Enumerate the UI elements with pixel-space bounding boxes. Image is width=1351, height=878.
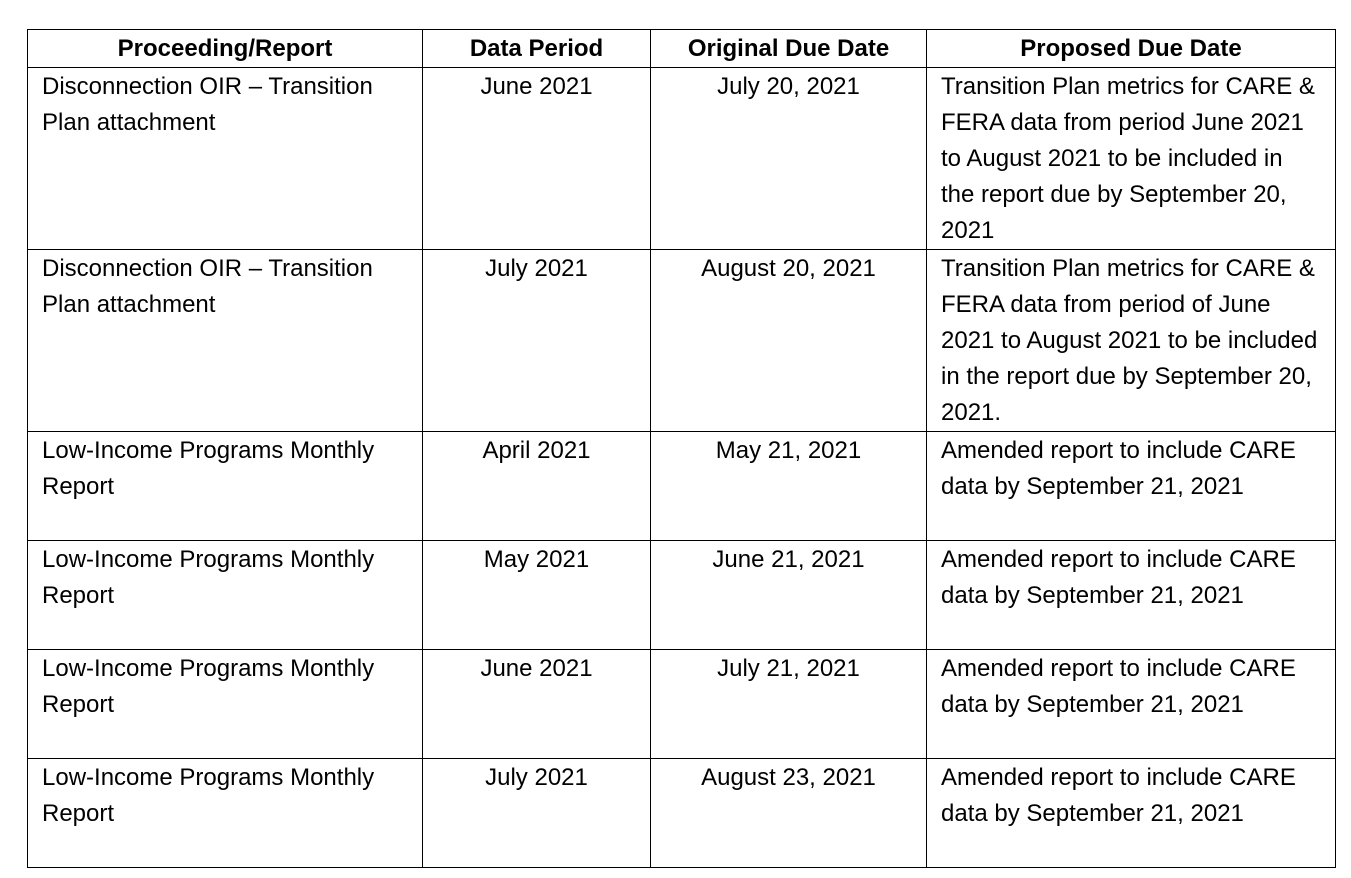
header-proceeding-report: Proceeding/Report	[28, 30, 423, 68]
cell-original-due-date: June 21, 2021	[651, 541, 927, 650]
cell-proceeding: Low-Income Programs Monthly Report	[28, 650, 423, 759]
header-data-period: Data Period	[423, 30, 651, 68]
table-row	[28, 759, 1336, 868]
cell-data-period: June 2021	[423, 650, 651, 759]
cell-proposed-due-date: Transition Plan metrics for CARE & FERA data from period June 2021 to August 2021 to be included in the report due by September 20, 2021	[927, 68, 1336, 250]
cell-proposed-due-date: Amended report to include CARE data by September 21, 2021	[927, 650, 1336, 759]
cell-data-period: July 2021	[423, 759, 651, 868]
cell-original-due-date: May 21, 2021	[651, 432, 927, 541]
table-header-row	[28, 30, 1336, 68]
header-proposed-due-date: Proposed Due Date	[927, 30, 1336, 68]
table-row	[28, 432, 1336, 541]
table-row	[28, 650, 1336, 759]
header-original-due-date: Original Due Date	[651, 30, 927, 68]
cell-proceeding: Disconnection OIR – Transition Plan attachment	[28, 68, 423, 250]
cell-proceeding: Low-Income Programs Monthly Report	[28, 541, 423, 650]
table-row	[28, 68, 1336, 250]
cell-data-period: April 2021	[423, 432, 651, 541]
table-row	[28, 250, 1336, 432]
cell-proceeding: Disconnection OIR – Transition Plan attachment	[28, 250, 423, 432]
cell-data-period: June 2021	[423, 68, 651, 250]
cell-proposed-due-date: Amended report to include CARE data by September 21, 2021	[927, 432, 1336, 541]
cell-original-due-date: July 21, 2021	[651, 650, 927, 759]
cell-data-period: July 2021	[423, 250, 651, 432]
cell-proposed-due-date: Amended report to include CARE data by September 21, 2021	[927, 759, 1336, 868]
cell-original-due-date: July 20, 2021	[651, 68, 927, 250]
cell-proposed-due-date: Transition Plan metrics for CARE & FERA data from period of June 2021 to August 2021 to be included in the report due by September 20, 2021.	[927, 250, 1336, 432]
due-date-table	[27, 29, 1336, 868]
cell-original-due-date: August 20, 2021	[651, 250, 927, 432]
cell-proceeding: Low-Income Programs Monthly Report	[28, 432, 423, 541]
table-row	[28, 541, 1336, 650]
cell-proceeding: Low-Income Programs Monthly Report	[28, 759, 423, 868]
cell-data-period: May 2021	[423, 541, 651, 650]
cell-proposed-due-date: Amended report to include CARE data by September 21, 2021	[927, 541, 1336, 650]
cell-original-due-date: August 23, 2021	[651, 759, 927, 868]
